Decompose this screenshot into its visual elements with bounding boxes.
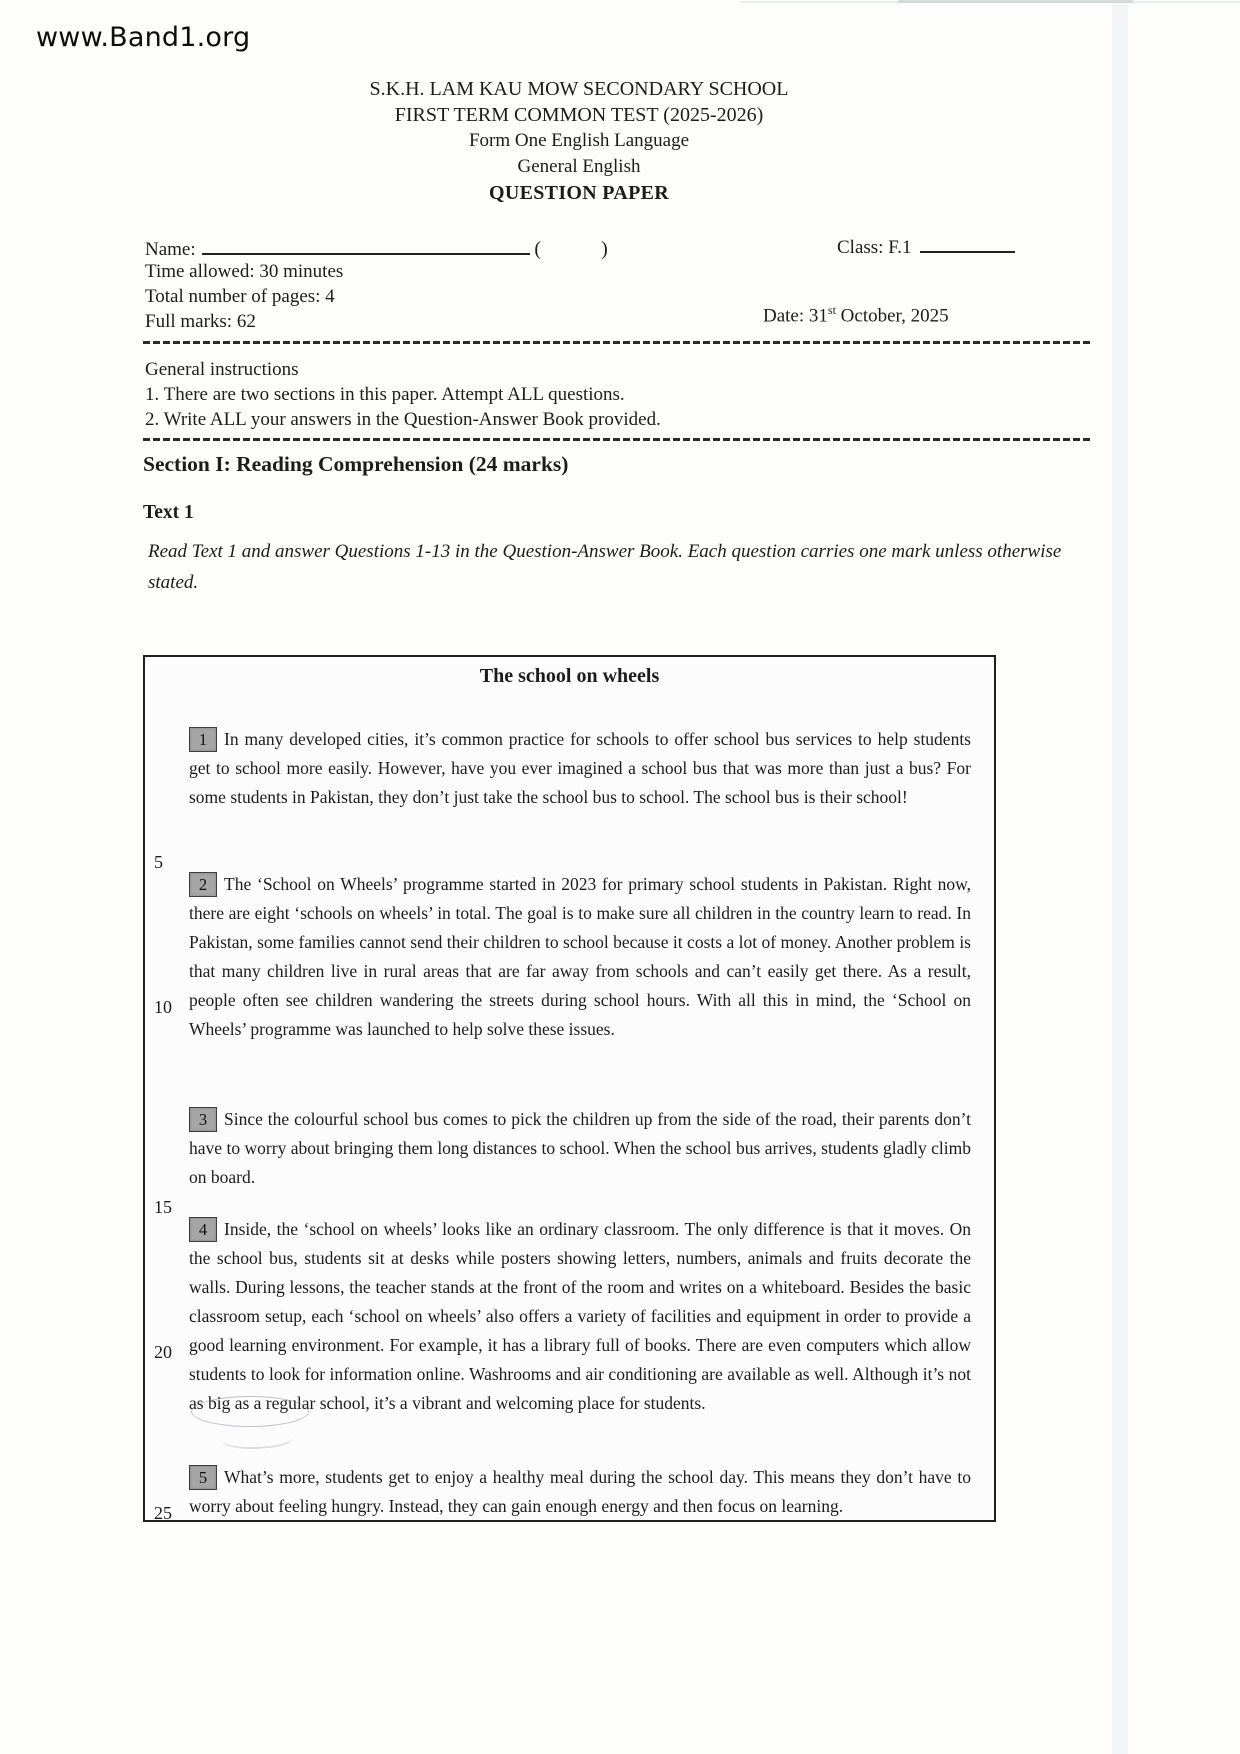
full-marks: Full marks: 62: [145, 311, 256, 332]
passage-paragraph: [189, 1463, 971, 1521]
paragraph-number-badge: 4: [189, 1217, 217, 1242]
scan-artifact-strip: [740, 1, 1240, 3]
line-number-10: 10: [154, 997, 172, 1017]
read-instruction: Read Text 1 and answer Questions 1-13 in the Question-Answer Book. Each question carries one mark unless otherwise stated.: [148, 541, 1062, 593]
form-level: Form One English Language: [468, 130, 690, 151]
dashed-divider-top: [143, 341, 1093, 344]
total-pages: Total number of pages: 4: [145, 286, 335, 307]
paragraph-text: In many developed cities, it’s common practice for schools to offer school bus services to help students get to school more easily. However, have you ever imagined a school bus that was more than just a bus? For some students in Pakistan, they don’t just take the school bus to school. The school bus is their school!: [189, 728, 971, 807]
time-allowed: Time allowed: 30 minutes: [145, 261, 344, 282]
line-number-5: 5: [154, 852, 163, 872]
name-blank-line: [202, 234, 530, 255]
paragraph-number-badge: 3: [189, 1107, 217, 1132]
date-row: [763, 303, 949, 327]
scan-artifact-band: [1112, 0, 1128, 1754]
class-row: [837, 232, 1015, 259]
section-heading: Section I: Reading Comprehension (24 marks): [143, 452, 569, 476]
test-title: FIRST TERM COMMON TEST (2025-2026): [394, 104, 764, 126]
dashed-divider-bottom: [143, 438, 1093, 441]
general-instructions-title: General instructions: [145, 359, 299, 380]
paragraph-text: Since the colourful school bus comes to pick the children up from the side of the road, their parents don’t have to worry about bringing them long distances to school. When the school bus arrives, students gladly climb on board.: [189, 1108, 971, 1187]
name-row: [145, 234, 608, 261]
paper-type: QUESTION PAPER: [489, 182, 669, 204]
paragraph-number-badge: 1: [189, 727, 217, 752]
date-ordinal: st: [827, 303, 836, 317]
watermark-url: www.Band1.org: [36, 22, 251, 53]
class-number-paren-open: (: [534, 238, 542, 260]
pencil-scribble-mark: [220, 1425, 293, 1452]
passage-title: The school on wheels: [479, 665, 660, 687]
pencil-circle-mark: [191, 1396, 309, 1427]
school-name: S.K.H. LAM KAU MOW SECONDARY SCHOOL: [369, 78, 789, 100]
class-label: Class: F.1: [837, 237, 912, 258]
paragraph-text: What’s more, students get to enjoy a healthy meal during the school day. This means they don’t have to worry about feeling hungry. Instead, they can gain enough energy and then focus on learning.: [189, 1466, 971, 1516]
passage-paragraph: [189, 725, 971, 812]
paper-header: [0, 76, 1158, 206]
instruction-item-1: 1. There are two sections in this paper. Attempt ALL questions.: [145, 384, 625, 405]
paragraph-number-badge: 5: [189, 1465, 217, 1490]
line-number-20: 20: [154, 1342, 172, 1362]
subject-name: General English: [517, 156, 641, 177]
paragraph-text: The ‘School on Wheels’ programme started in 2023 for primary school students in Pakistan. Right now, there are eight ‘schools on wheels’ in total. The goal is to make sure all children in the country learn to read. In Pakistan, some families cannot send their children to school because it costs a lot of money. Another problem is that many children live in rural areas that are far away from schools and can’t easily get there. As a result, people often see children wandering the streets during school hours. With all this in mind, the ‘School on Wheels’ programme was launched to help solve these issues.: [189, 873, 971, 1039]
passage-paragraph: [189, 1215, 971, 1418]
line-number-15: 15: [154, 1197, 172, 1217]
line-number-25: 25: [154, 1503, 172, 1523]
class-number-paren-close: ): [601, 238, 608, 260]
name-label: Name:: [145, 239, 196, 260]
date-prefix: Date: 31: [763, 305, 828, 327]
text-1-label: Text 1: [143, 502, 194, 523]
reading-passage-box: [143, 655, 996, 1522]
paragraph-number-badge: 2: [189, 872, 217, 897]
passage-paragraph: [189, 1105, 971, 1192]
instruction-item-2: 2. Write ALL your answers in the Question-Answer Book provided.: [145, 409, 661, 430]
passage-paragraph: [189, 870, 971, 1044]
class-blank-line: [920, 232, 1015, 253]
paragraph-text: Inside, the ‘school on wheels’ looks like an ordinary classroom. The only difference is that it moves. On the school bus, students sit at desks while posters showing letters, numbers, animals and fruits decorate the walls. During lessons, the teacher stands at the front of the room and writes on a whiteboard. Besides the basic classroom setup, each ‘school on wheels’ also offers a variety of facilities and equipment in order to provide a good learning environment. For example, it has a library full of books. There are even computers which allow students to look for information online. Washrooms and air conditioning are available as well. Although it’s not as big as a regular school, it’s a vibrant and welcoming place for students.: [189, 1218, 971, 1413]
date-suffix: October, 2025: [835, 305, 949, 327]
